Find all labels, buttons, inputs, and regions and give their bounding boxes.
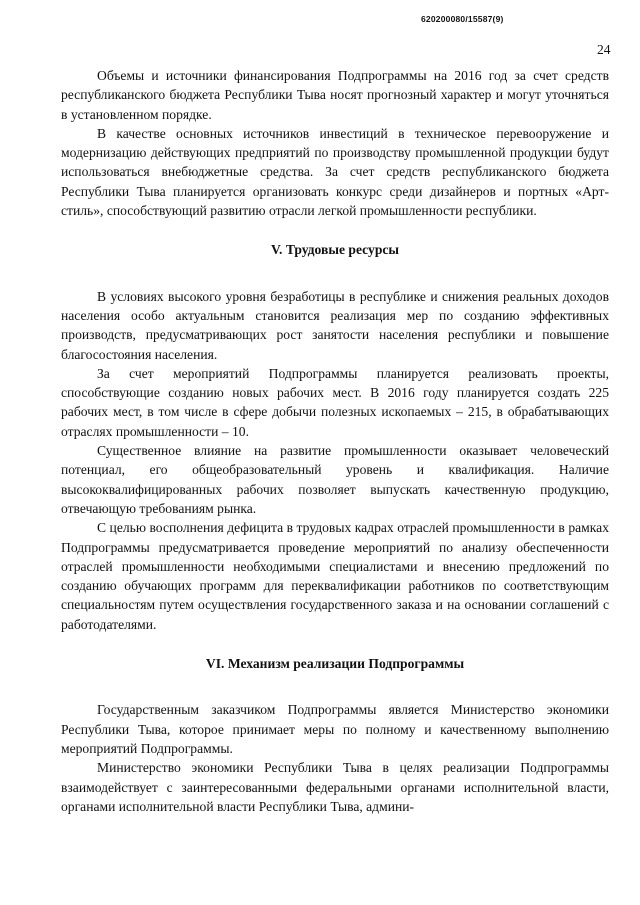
page-number: 24 [597,42,611,57]
section-heading-labor-resources: V. Трудовые ресурсы [270,242,400,258]
document-body [61,66,609,816]
paragraph-investment-sources: В качестве основных источников инвестиций в техническое перевооружение и модернизацию действующих предприятий по производству промышленной продукции будут использоваться внебюджетные средства. За счет средств республиканского бюджета Республики Тыва планируется организовать конкурс среди дизайнеров и портных «Арт-стиль», способствующий развитию отрасли легкой промышленности республики. [61,125,609,219]
paragraph-new-jobs: За счет мероприятий Подпрограммы планируется реализовать проекты, способствующие созданию новых рабочих мест. В 2016 году планируется создать 225 рабочих мест, в том числе в сфере добычи полезных ископаемых – 215, в обрабатывающих отраслях промышленности – 10. [61,365,609,439]
document-id: 620200080/15587(9) [421,14,504,24]
paragraph-unemployment: В условиях высокого уровня безработицы в республике и снижения реальных доходов населения особо актуальным становится реализация мер по созданию эффективных производств, предусматривающих рост занятости населения республики и повышение благосостояния населения. [61,288,609,362]
paragraph-ministry-interaction: Министерство экономики Республики Тыва в целях реализации Подпрограммы взаимодействует с заинтересованными федеральными органами исполнительной власти, органами исполнительной власти Республики Тыва, админи- [61,760,609,814]
section-heading-implementation-mechanism: VI. Механизм реализации Подпрограммы [205,656,465,672]
paragraph-staff-deficit: С целью восполнения дефицита в трудовых кадрах отраслей промышленности в рамках Подпрограммы предусматривается проведение мероприятий по анализу обеспеченности отраслей промышленности необходимыми специалистами и внесению предложений по созданию обучающих программ для переквалификации работников по соответствующим специальностям путем осуществления государственного заказа и на основании соглашений с работодателями. [61,520,609,632]
paragraph-state-customer: Государственным заказчиком Подпрограммы является Министерство экономики Республики Тыва, которое принимает меры по полному и качественному выполнению мероприятий Подпрограммы. [61,702,609,756]
paragraph-financing-volumes: Объемы и источники финансирования Подпрограммы на 2016 год за счет средств республиканского бюджета Республики Тыва носят прогнозный характер и могут уточняться в установленном порядке. [61,68,609,122]
paragraph-human-potential: Существенное влияние на развитие промышленности оказывает человеческий потенциал, его общеобразовательный уровень и квалификация. Наличие высококвалифицированных рабочих позволяет выпускать качественную продукцию, отвечающую требованиям рынка. [61,443,609,516]
